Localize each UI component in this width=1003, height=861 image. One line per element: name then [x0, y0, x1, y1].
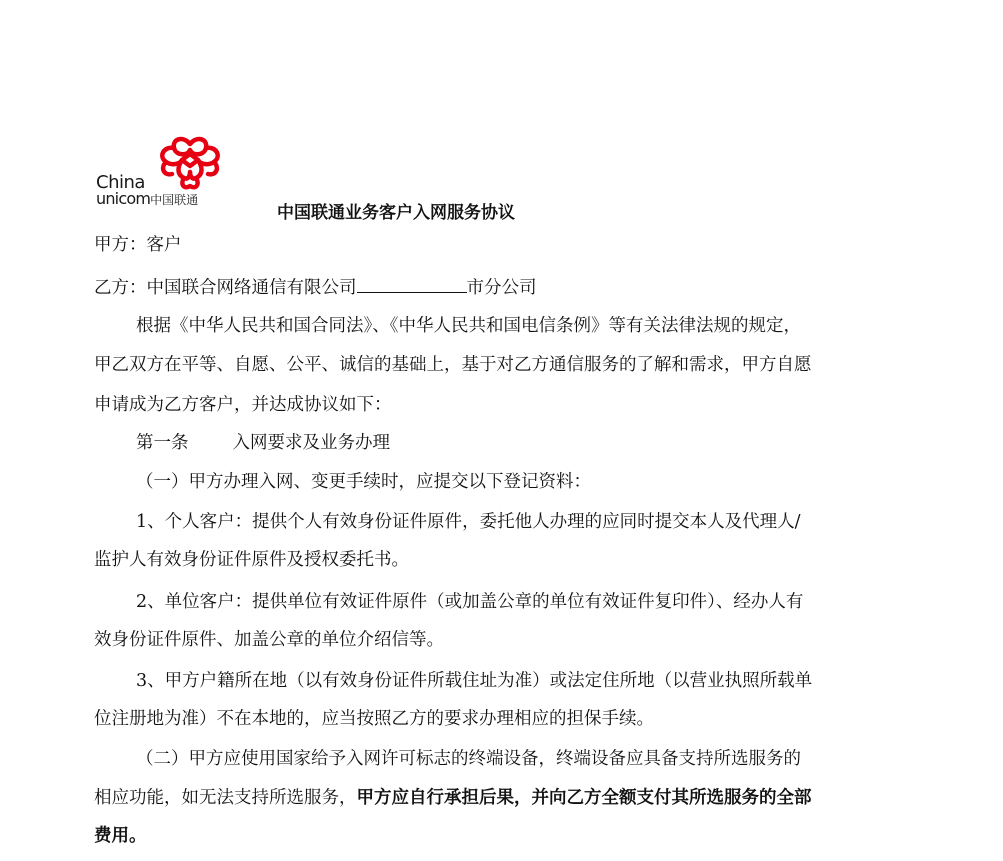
clause-1-item-3-line-2: 位注册地为准）不在本地的，应当按照乙方的要求办理相应的担保手续。 [94, 709, 654, 729]
clause-2-line-1: （二）甲方应使用国家给予入网许可标志的终端设备，终端设备应具备支持所选服务的 [136, 749, 801, 769]
clause-2-line-2-normal: 相应功能，如无法支持所选服务， [94, 788, 357, 808]
party-b [94, 274, 537, 299]
article-1-title: 入网要求及业务办理 [232, 433, 390, 453]
intro-line-1: 根据《中华人民共和国合同法》、《中华人民共和国电信条例》等有关法律法规的规定， [136, 316, 801, 336]
logo-text-china: China [96, 172, 145, 193]
party-b-prefix: 乙方：中国联合网络通信有限公司 [94, 278, 357, 298]
logo-text-unicom-cn: 中国联通 [150, 193, 199, 207]
logo-text-unicom-en: unicom [96, 189, 151, 208]
article-1-heading [136, 432, 390, 454]
document-title: 中国联通业务客户入网服务协议 [277, 203, 515, 223]
china-unicom-logo [94, 134, 234, 210]
clause-1-item-1-line-2: 监护人有效身份证件原件及授权委托书。 [94, 550, 409, 570]
clause-1-item-1-line-1: 1、个人客户：提供个人有效身份证件原件，委托他人办理的应同时提交本人及代理人/ [136, 512, 801, 532]
clause-2-line-2-bold: 甲方应自行承担后果，并向乙方全额支付其所选服务的全部 [356, 788, 812, 808]
party-a: 甲方：客户 [94, 235, 182, 255]
article-1-number: 第一条 [136, 433, 189, 453]
intro-line-2: 甲乙双方在平等、自愿、公平、诚信的基础上，基于对乙方通信服务的了解和需求，甲方自愿 [94, 355, 812, 375]
party-b-suffix: 市分公司 [466, 278, 537, 298]
clause-1-heading: （一）甲方办理入网、变更手续时，应提交以下登记资料： [136, 472, 591, 492]
clause-2-line-2 [94, 787, 812, 809]
logo-text-unicom [96, 191, 198, 208]
branch-city-blank [357, 274, 467, 293]
clause-1-item-2-line-2: 效身份证件原件、加盖公章的单位介绍信等。 [94, 630, 444, 650]
clause-1-item-3-line-1: 3、甲方户籍所在地（以有效身份证件所载住址为准）或法定住所地（以营业执照所载单 [136, 671, 813, 691]
intro-line-3: 申请成为乙方客户，并达成协议如下： [94, 395, 392, 415]
clause-1-item-2-line-1: 2、单位客户：提供单位有效证件原件（或加盖公章的单位有效证件复印件）、经办人有 [136, 592, 804, 612]
clause-2-line-3: 费用。 [94, 826, 147, 846]
